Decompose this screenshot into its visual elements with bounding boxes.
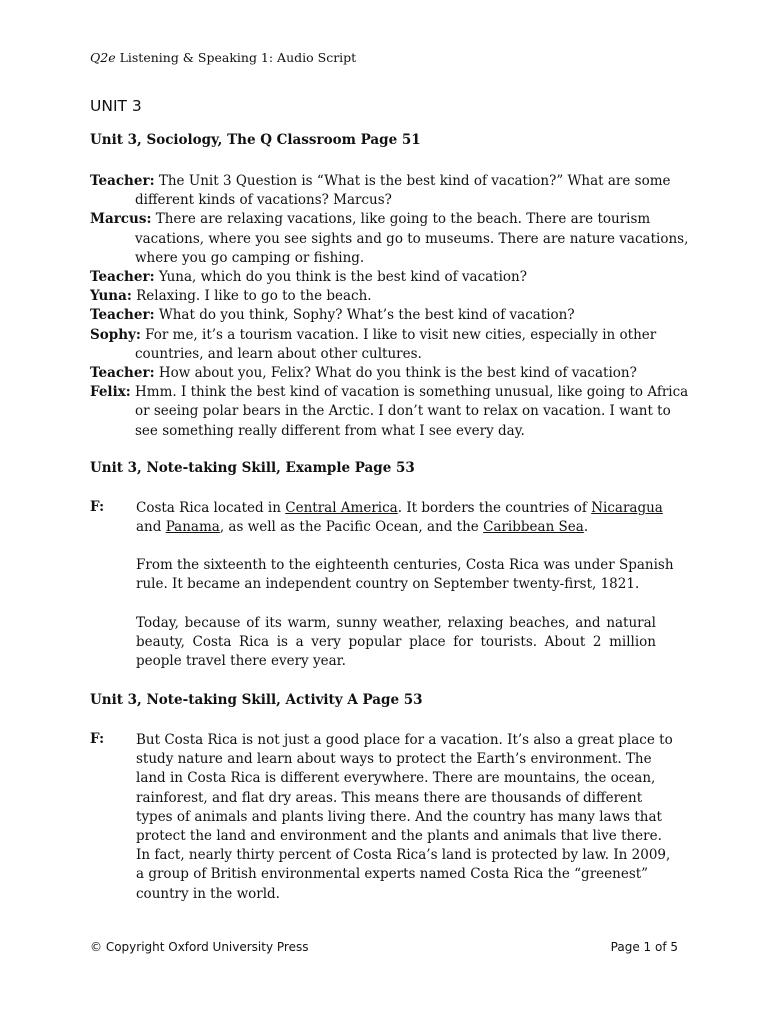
unit-title: UNIT 3: [90, 97, 142, 115]
dialogue-text: Yuna, which do you think is the best kind of vacation?: [158, 269, 527, 286]
dialogue: [90, 172, 690, 441]
speaker-name: Teacher:: [90, 173, 155, 189]
dialogue-line: [90, 326, 690, 364]
text-run: , as well as the Pacific Ocean, and the: [219, 519, 484, 536]
dialogue-line: [90, 383, 690, 441]
underlined-term: Nicaragua: [591, 500, 663, 516]
dialogue-text: The Unit 3 Question is “What is the best kind of vacation?” What are some different kinds of vacations? Marcus?: [135, 173, 671, 209]
paragraph-nature: But Costa Rica is not just a good place for a vacation. It’s also a great place to study nature and learn about ways to protect the Earth’s environment. The land in Costa Rica is different everywhere. There are mountains, the ocean, rainforest, and flat dry areas. This means there are thousands of different types of animals and plants living there. And the country has many laws that protect the land and environment and the plants and animals that live there. In fact, nearly thirty percent of Costa Rica’s land is protected by law. In 2009, a group of British environmental experts named Costa Rica the “greenest” country in the world.: [136, 732, 673, 902]
speaker-name: Felix:: [90, 384, 131, 401]
dialogue-line: [90, 287, 690, 306]
section-heading-example: Unit 3, Note-taking Skill, Example Page 53: [90, 460, 415, 476]
speaker-name: Teacher:: [90, 365, 155, 382]
dialogue-text: For me, it’s a tourism vacation. I like to visit new cities, especially in other countries, and learn about other cultures.: [135, 326, 657, 362]
speaker-f: F:: [90, 731, 105, 747]
dialogue-text: How about you, Felix? What do you think is the best kind of vacation?: [158, 365, 637, 382]
underlined-term: Caribbean Sea: [483, 519, 584, 536]
dialogue-text: There are relaxing vacations, like going to the beach. There are tourism vacations, where you see sights and go to museums. There are nature vacations, where you go camping or fishing.: [135, 211, 689, 266]
dialogue-line: [90, 306, 690, 325]
text-run: and: [136, 519, 166, 536]
dialogue-line: [90, 210, 690, 268]
speaker-f: F:: [90, 499, 105, 515]
paragraph-location: [136, 499, 681, 537]
dialogue-text: Relaxing. I like to go to the beach.: [136, 288, 372, 305]
section-heading-activity: Unit 3, Note-taking Skill, Activity A Page 53: [90, 692, 423, 708]
speaker-name: Yuna:: [90, 288, 132, 305]
text-run: .: [583, 519, 589, 536]
speaker-name: Teacher:: [90, 307, 155, 324]
dialogue-text: What do you think, Sophy? What’s the best kind of vacation?: [158, 307, 575, 324]
dialogue-text: Hmm. I think the best kind of vacation is something unusual, like going to Africa or seeing polar bears in the Arctic. I don’t want to relax on vacation. I want to see something really different from what I see every day.: [135, 384, 689, 439]
speaker-name: Sophy:: [90, 326, 141, 343]
text-run: Costa Rica located in: [136, 500, 286, 516]
section-heading-classroom: Unit 3, Sociology, The Q Classroom Page 51: [90, 132, 421, 148]
running-header: [90, 50, 356, 65]
underlined-term: Panama: [165, 519, 220, 536]
speaker-name: Teacher:: [90, 269, 155, 286]
book-series-italic: Q2e: [90, 50, 116, 65]
underlined-term: Central America: [285, 500, 398, 516]
text-run: . It borders the countries of: [397, 500, 592, 516]
book-title: Listening & Speaking 1: Audio Script: [119, 50, 357, 65]
copyright-footer: © Copyright Oxford University Press: [90, 940, 309, 954]
dialogue-line: [90, 268, 690, 287]
dialogue-line: [90, 172, 690, 210]
paragraph-tourism: Today, because of its warm, sunny weather, relaxing beaches, and natural beauty, Costa Rica is a very popular place for tourists. About 2 million people travel there every year.: [136, 615, 656, 670]
page-number: Page 1 of 5: [610, 940, 678, 954]
speaker-name: Marcus:: [90, 211, 152, 228]
paragraph-history: From the sixteenth to the eighteenth centuries, Costa Rica was under Spanish rule. It became an independent country on September twenty-first, 1821.: [136, 557, 674, 593]
dialogue-line: [90, 364, 690, 383]
